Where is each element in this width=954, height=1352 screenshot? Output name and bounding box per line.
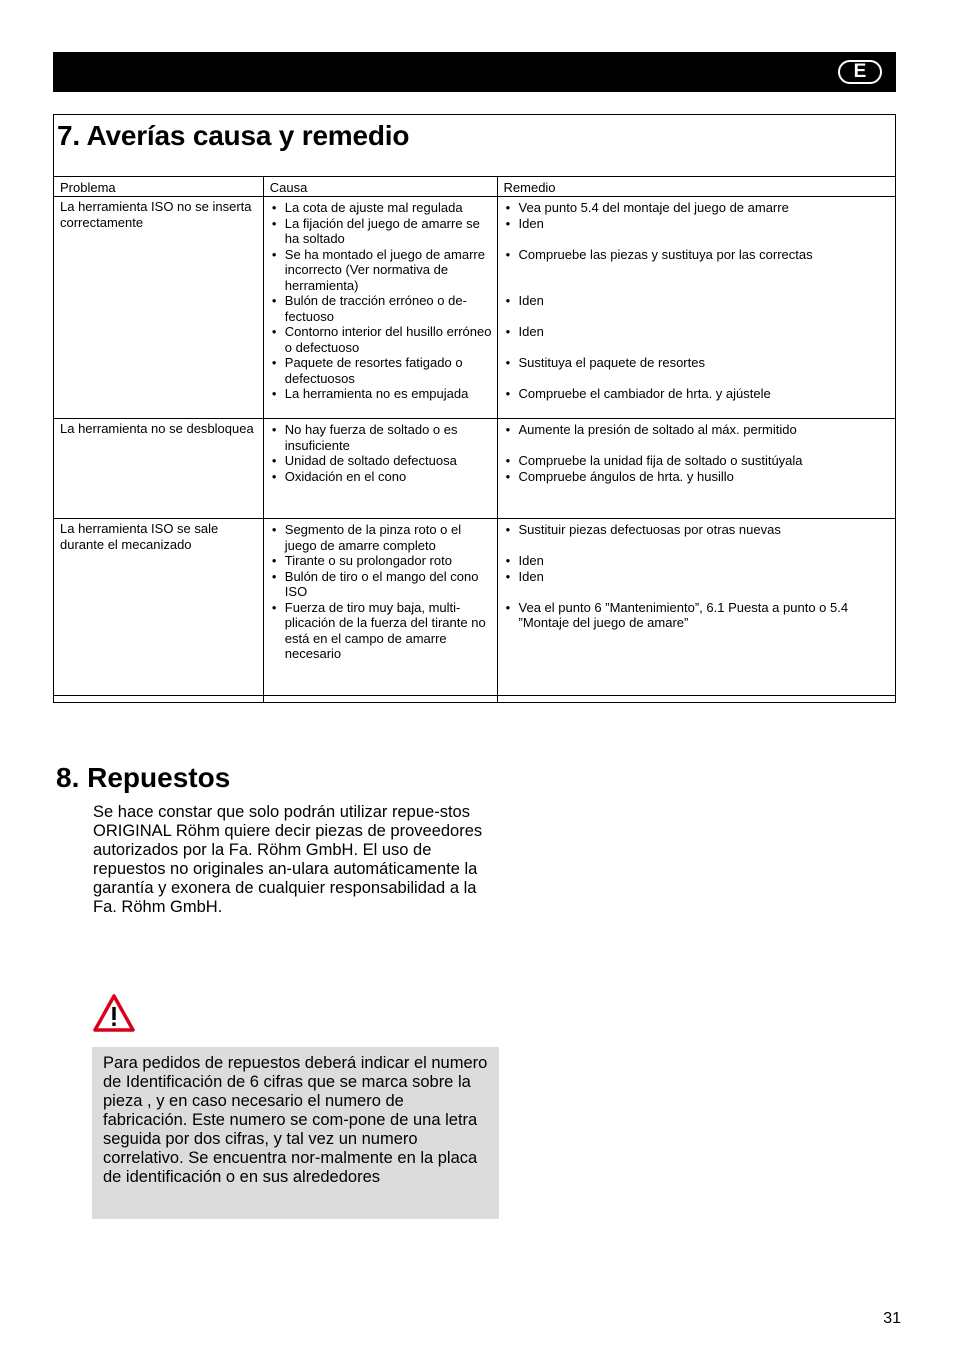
cause-item: ● Fuerza de tiro muy baja, multi-plicación de la fuerza del tirante no está en el campo de amarre necesario [272,600,497,662]
remedy-item: ● Compruebe el cambiador de hrta. y ajústele [506,386,895,402]
warning-triangle-icon [93,994,135,1032]
remedy-cell [497,419,895,519]
problem-cell: La herramienta ISO no se inserta correctamente [54,197,264,419]
table-row [54,197,896,419]
remedy-item: ● Compruebe las piezas y sustituya por las correctas [506,247,895,263]
remedy-item: ● Vea punto 5.4 del montaje del juego de amarre [506,200,895,216]
cause-item: ● Contorno interior del husillo erróneo o defectuoso [272,324,497,355]
problem-cell: La herramienta ISO se sale durante el mecanizado [54,519,264,703]
remedy-cell [497,197,895,419]
remedy-item: ● Iden [506,569,895,585]
language-badge: E [838,60,882,84]
section-7-box [53,114,896,696]
cause-item: ● La cota de ajuste mal regulada [272,200,497,216]
remedy-item: ● Iden [506,324,895,340]
header-bar [53,52,896,92]
column-header-remedio: Remedio [497,177,895,197]
remedy-item: ● Compruebe la unidad fija de soltado o sustitúyala [506,453,895,469]
remedy-item: ● Vea el punto 6 ”Mantenimiento”, 6.1 Puesta a punto o 5.4 ”Montaje del juego de amare” [506,600,895,631]
cause-cell [263,519,497,703]
cause-cell [263,419,497,519]
cause-item: ● No hay fuerza de soltado o es insuficiente [272,422,497,453]
remedy-item: ● Aumente la presión de soltado al máx. permitido [506,422,895,438]
cause-item: ● Bulón de tiro o el mango del cono ISO [272,569,497,600]
remedy-item: ● Iden [506,553,895,569]
cause-item: ● La herramienta no es empujada [272,386,497,402]
column-header-causa: Causa [263,177,497,197]
faults-table [53,176,896,703]
table-header-row [54,177,896,197]
remedy-item: ● Iden [506,216,895,232]
table-row [54,519,896,703]
spare-parts-note: Para pedidos de repuestos deberá indicar el numero de Identificación de 6 cifras que se marca sobre la pieza , y en caso necesario el numero de fabricación. Este numero se com-pone de una letra seguida por dos cifras, y tal vez un numero correlativo. Se encuentra nor-malmente en la placa de identificación o en sus alrededores [92,1047,499,1219]
cause-item: ● Bulón de tracción erróneo o de-fectuoso [272,293,497,324]
cause-item: ● Tirante o su prolongador roto [272,553,497,569]
remedy-item: ● Iden [506,293,895,309]
cause-item: ● Paquete de resortes fatigado o defectuosos [272,355,497,386]
page-number: 31 [883,1310,901,1327]
section-7-title: 7. Averías causa y remedio [57,120,410,151]
remedy-item: ● Sustituya el paquete de resortes [506,355,895,371]
remedy-item: ● Compruebe ángulos de hrta. y husillo [506,469,895,485]
remedy-cell [497,519,895,703]
cause-cell [263,197,497,419]
cause-item: ● Se ha montado el juego de amarre incorrecto (Ver normativa de herramienta) [272,247,497,294]
cause-item: ● La fijación del juego de amarre se ha soltado [272,216,497,247]
cause-item: ● Segmento de la pinza roto o el juego de amarre completo [272,522,497,553]
table-row [54,419,896,519]
section-8-paragraph: Se hace constar que solo podrán utilizar repue-stos ORIGINAL Röhm quiere decir piezas de proveedores autorizados por la Fa. Röhm GmbH. El uso de repuestos no originales an-ulara automáticamente la garantía y exonera de cualquier responsabilidad a la Fa. Röhm GmbH. [93,803,483,916]
problem-cell: La herramienta no se desbloquea [54,419,264,519]
cause-item: ● Unidad de soltado defectuosa [272,453,497,469]
section-8-title: 8. Repuestos [56,762,231,793]
remedy-item: ● Sustituir piezas defectuosas por otras nuevas [506,522,895,538]
column-header-problema: Problema [54,177,264,197]
cause-item: ● Oxidación en el cono [272,469,497,485]
